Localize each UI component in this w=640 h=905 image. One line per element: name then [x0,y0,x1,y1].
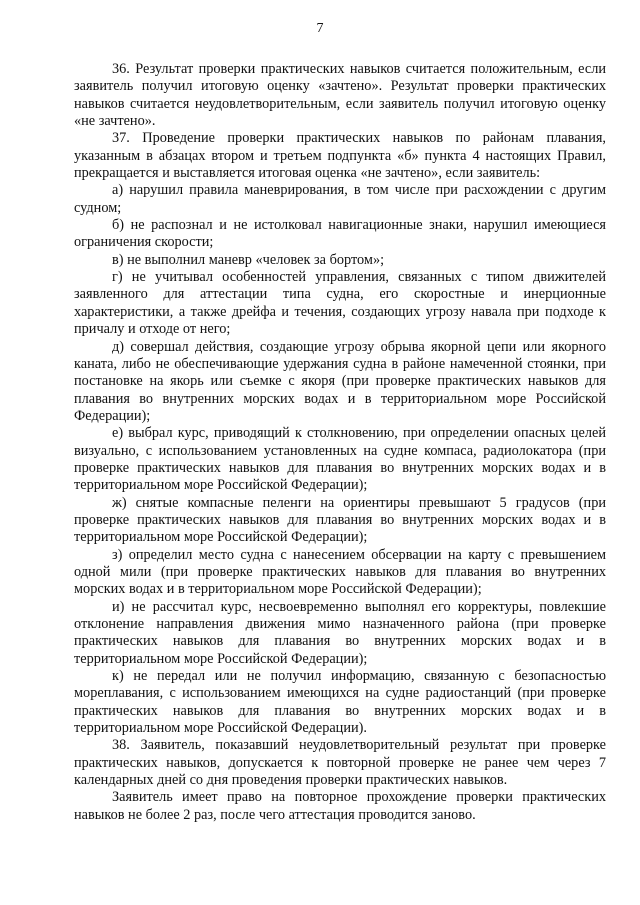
list-item-zh: ж) снятые компасные пеленги на ориентиры превышают 5 градусов (при проверке практических навыков для плавания во внутренних морских водах и в территориальном море Российской Федерации); [74,494,606,546]
list-item-v: в) не выполнил маневр «человек за бортом»; [112,251,385,268]
list-item-g: г) не учитывал особенностей управления, связанных с типом движителей заявленного для аттестации типа судна, его скоростные и инерционные характеристики, а также дрейфа и течения, создающих угрозу навала при подходе к причалу и отходе от него; [74,269,606,338]
paragraph-37: 37. Проведение проверки практических навыков по районам плавания, указанным в абзацах втором и третьем подпункта «б» пункта 4 настоящих Правил, прекращается и выставляется итоговая оценка «не зачтено», если заявитель: [74,130,606,182]
list-item-z: з) определил место судна с нанесением обсервации на карту с превышением одной мили (при проверке практических навыков для плавания во внутренних морских водах и в территориальном море Российской Федерации); [74,546,606,598]
list-item-k: к) не передал или не получил информацию, связанную с безопасностью мореплавания, с использованием имеющихся на судне радиостанций (при проверке практических навыков для плавания во внутренних морских водах и в территориальном море Российской Федерации). [74,668,606,737]
list-item-d: д) совершал действия, создающие угрозу обрыва якорной цепи или якорного каната, либо не обеспечивающие удержания судна в районе намеченной стоянки, при постановке на якорь или съемке с якоря (при проверке практических навыков для плавания во внутренних морских водах и в территориальном море Российской Федерации); [74,338,606,424]
document-body [74,61,606,824]
list-item-b: б) не распознал и не истолковал навигационные знаки, нарушил имеющиеся ограничения скорости; [74,217,606,251]
list-item-a: а) нарушил правила маневрирования, в том числе при расхождении с другим судном; [74,182,606,216]
paragraph-36: 36. Результат проверки практических навыков считается положительным, если заявитель получил итоговую оценку «зачтено». Результат проверки практических навыков считается неудовлетворительным, если заявитель получил итоговую оценку «не зачтено». [74,61,606,130]
list-item-i: и) не рассчитал курс, несвоевременно выполнял его корректуры, повлекшие отклонение направления движения мимо назначенного района (при проверке практических навыков для плавания во внутренних морских водах и в территориальном море Российской Федерации); [74,598,606,667]
paragraph-38-continued: Заявитель имеет право на повторное прохождение проверки практических навыков не более 2 раз, после чего аттестация проводится заново. [74,789,606,823]
list-item-e: е) выбрал курс, приводящий к столкновению, при определении опасных целей визуально, с использованием установленных на судне компаса, радиолокатора (при проверке практических навыков для плавания во внутренних морских водах и в территориальном море Российской Федерации); [74,425,606,494]
paragraph-38: 38. Заявитель, показавший неудовлетворительный результат при проверке практических навыков, допускается к повторной проверке не ранее чем через 7 календарных дней со дня проведения проверки практических навыков. [74,737,606,789]
page-number: 7 [316,21,324,36]
